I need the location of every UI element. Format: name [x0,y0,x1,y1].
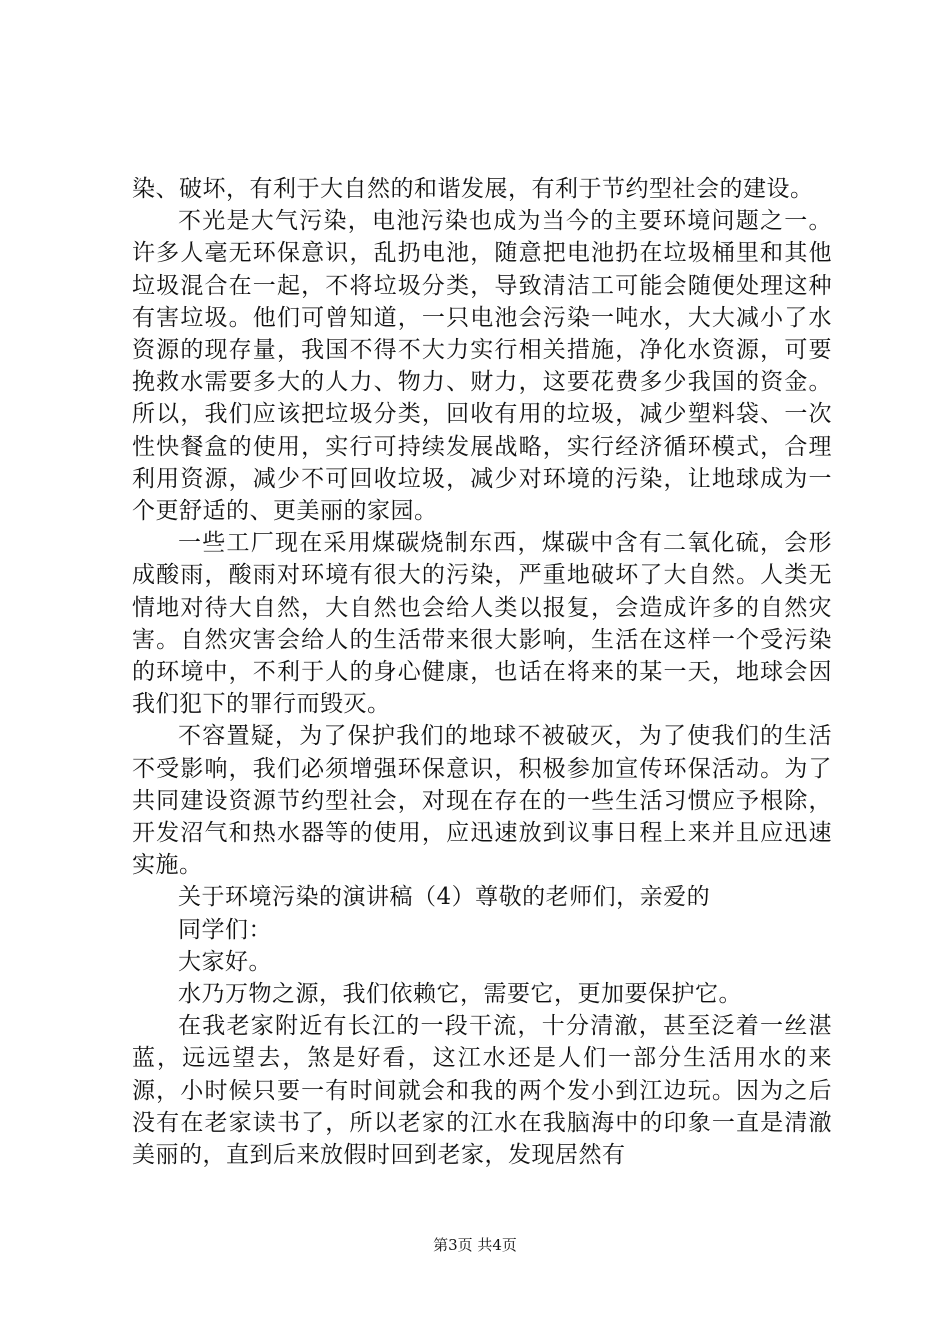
paragraph-1: 染、破坏，有利于大自然的和谐发展，有利于节约型社会的建设。 [132,176,814,202]
paragraph-3: 一些工厂现在采用煤碳烧制东西，煤碳中含有二氧化硫，会形成酸雨，酸雨对环境有很大的污染，严重地破坏了大自然。人类无情地对待大自然，大自然也会给人类以报复，会造成许多的自然灾害。自然灾害会给人的生活带来很大影响，生活在这样一个受污染的环境中，不利于人的身心健康，也话在将来的某一天，地球会因我们犯下的罪行而毁灭。 [132,530,832,718]
salutation-line: 同学们： [178,916,272,943]
page-number-footer: 第3页 共4页 [433,1236,517,1254]
paragraph-water-source: 水乃万物之源，我们依赖它，需要它，更加要保护它。 [178,981,742,1008]
paragraph-hometown-river: 在我老家附近有长江的一段干流，十分清澈，甚至泛着一丝湛蓝，远远望去，煞是好看，这江水还是人们一部分生活用水的来源，小时候只要一有时间就会和我的两个发小到江边玩。因为之后没有在老家读书了，所以老家的江水在我脑海中的印象一直是清澈美丽的，直到后来放假时回到老家，发现居然有 [132,1013,832,1169]
paragraph-2: 不光是大气污染，电池污染也成为当今的主要环境问题之一。许多人毫无环保意识，乱扔电池，随意把电池扔在垃圾桶里和其他垃圾混合在一起，不将垃圾分类，导致清洁工可能会随便处理这种有害垃圾。他们可曾知道，一只电池会污染一吨水，大大减小了水资源的现存量，我国不得不大力实行相关措施，净化水资源，可要挽救水需要多大的人力、物力、财力，这要花费多少我国的资金。所以，我们应该把垃圾分类，回收有用的垃圾，减少塑料袋、一次性快餐盒的使用，实行可持续发展战略，实行经济循环模式，合理利用资源，减少不可回收垃圾，减少对环境的污染，让地球成为一个更舒适的、更美丽的家园。 [132,208,832,525]
paragraph-4: 不容置疑，为了保护我们的地球不被破灭，为了使我们的生活不受影响，我们必须增强环保意识，积极参加宣传环保活动。为了共同建设资源节约型社会，对现在存在的一些生活习惯应予根除，开发沼气和热水器等的使用，应迅速放到议事日程上来并且应迅速实施。 [132,723,832,879]
greeting-line: 大家好。 [178,948,272,975]
speech-title-line: 关于环境污染的演讲稿（4）尊敬的老师们，亲爱的 [178,884,711,911]
document-body [132,173,832,1171]
